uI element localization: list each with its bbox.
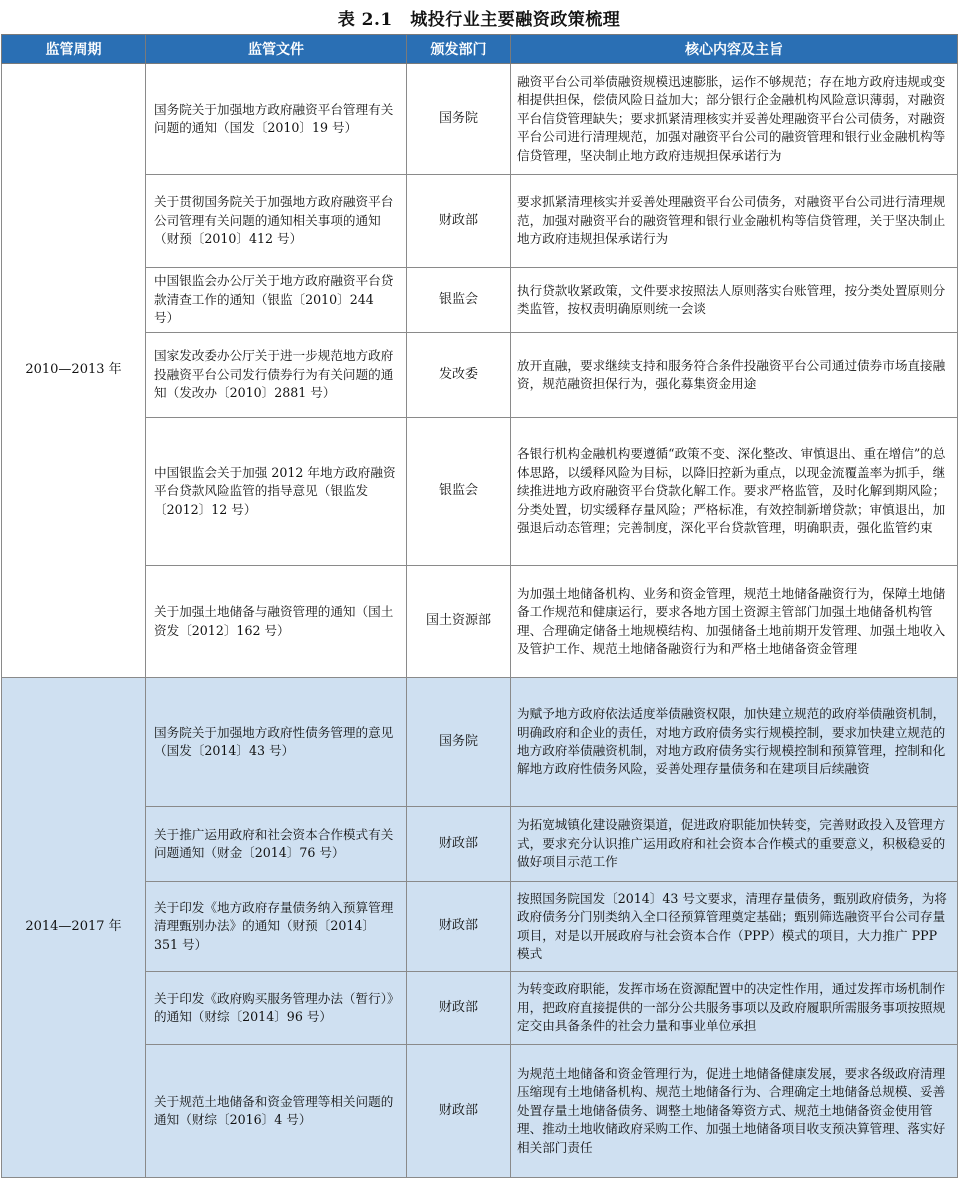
- document-cell: 关于规范土地储备和资金管理等相关问题的通知（财综〔2016〕4 号）: [146, 1045, 407, 1178]
- content-cell: 为转变政府职能，发挥市场在资源配置中的决定性作用，通过发挥市场机制作用，把政府直接提供的一部分公共服务事项以及政府履职所需服务事项按照规定交由具备条件的社会力量和事业单位承担: [511, 972, 958, 1045]
- table-title: 表 2.1 城投行业主要融资政策梳理: [337, 9, 621, 30]
- department-cell: 财政部: [407, 807, 511, 882]
- header-period: 监管周期: [2, 35, 146, 64]
- table-row: [2, 972, 958, 1045]
- table-row: [2, 333, 958, 418]
- document-cell: 中国银监会关于加强 2012 年地方政府融资平台贷款风险监管的指导意见（银监发〔2012〕12 号）: [146, 418, 407, 566]
- period-cell: 2014—2017 年: [2, 678, 146, 1178]
- content-cell: 按照国务院国发〔2014〕43 号文要求，清理存量债务，甄别政府债务，为将政府债务分门别类纳入全口径预算管理奠定基础；甄别筛选融资平台公司存量项目，对是以开展政府与社会资本合作（PPP）模式的项目，大力推广 PPP 模式: [511, 882, 958, 972]
- department-cell: 发改委: [407, 333, 511, 418]
- table-row: [2, 64, 958, 175]
- period-group-2010-2013: [2, 64, 958, 678]
- content-cell: 为规范土地储备和资金管理行为，促进土地储备健康发展，要求各级政府清理压缩现有土地储备机构、规范土地储备行为、合理确定土地储备总规模、妥善处置存量土地储备债务、调整土地储备筹资方式、规范土地储备资金使用管理、推动土地收储政府采购工作、加强土地储备项目收支预决算管理、落实好相关部门责任: [511, 1045, 958, 1178]
- department-cell: 财政部: [407, 1045, 511, 1178]
- department-cell: 银监会: [407, 418, 511, 566]
- table-row: [2, 268, 958, 333]
- content-cell: 为加强土地储备机构、业务和资金管理，规范土地储备融资行为，保障土地储备工作规范和健康运行，要求各地方国土资源主管部门加强土地储备机构管理、合理确定储备土地规模结构、加强储备土地前期开发管理、加强土地收入及管护工作、规范土地储备融资行为和严格土地储备资金管理: [511, 566, 958, 678]
- period-group-2014-2017: [2, 678, 958, 1178]
- document-cell: 国家发改委办公厅关于进一步规范地方政府投融资平台公司发行债券行为有关问题的通知（发改办〔2010〕2881 号）: [146, 333, 407, 418]
- department-cell: 财政部: [407, 175, 511, 268]
- department-cell: 银监会: [407, 268, 511, 333]
- content-cell: 放开直融，要求继续支持和服务符合条件投融资平台公司通过债券市场直接融资，规范融资担保行为，强化募集资金用途: [511, 333, 958, 418]
- document-cell: 国务院关于加强地方政府融资平台管理有关问题的通知（国发〔2010〕19 号）: [146, 64, 407, 175]
- department-cell: 国土资源部: [407, 566, 511, 678]
- department-cell: 国务院: [407, 64, 511, 175]
- content-cell: 各银行机构金融机构要遵循“政策不变、深化整改、审慎退出、重在增信”的总体思路，以缓释风险为目标，以降旧控新为重点，以现金流覆盖率为抓手，继续推进地方政府融资平台贷款化解工作。要求严格监管，及时化解到期风险；分类处置，切实缓释存量风险；严格标准，有效控制新增贷款；审慎退出，加强退后动态管理；完善制度，深化平台贷款管理，明确职责，强化监管约束: [511, 418, 958, 566]
- table-row: [2, 807, 958, 882]
- content-cell: 融资平台公司举债融资规模迅速膨胀，运作不够规范；存在地方政府违规或变相提供担保，偿债风险日益加大；部分银行企金融机构风险意识薄弱，对融资平台信贷管理缺失；要求抓紧清理核实并妥善处理融资平台公司债务，对融资平台公司进行清理规范，加强对融资平台公司的融资管理和银行业金融机构等信贷管理，坚决制止地方政府违规担保承诺行为: [511, 64, 958, 175]
- header-row: [2, 35, 958, 64]
- table-row: [2, 175, 958, 268]
- document-cell: 关于贯彻国务院关于加强地方政府融资平台公司管理有关问题的通知相关事项的通知（财预〔2010〕412 号）: [146, 175, 407, 268]
- table-row: [2, 566, 958, 678]
- content-cell: 为赋予地方政府依法适度举债融资权限，加快建立规范的政府举债融资机制，明确政府和企业的责任，对地方政府债务实行规模控制，要求加快建立规范的地方政府举债融资机制，对地方政府债务实行规模控制和预算管理，控制和化解地方政府性债务风险，妥善处理存量债务和在建项目后续融资: [511, 678, 958, 807]
- table-row: [2, 882, 958, 972]
- period-cell: 2010—2013 年: [2, 64, 146, 678]
- content-cell: 执行贷款收紧政策，文件要求按照法人原则落实台账管理，按分类处置原则分类监管，按权责明确原则统一会谈: [511, 268, 958, 333]
- document-cell: 中国银监会办公厅关于地方政府融资平台贷款清查工作的通知（银监〔2010〕244 号）: [146, 268, 407, 333]
- table-row: [2, 678, 958, 807]
- department-cell: 国务院: [407, 678, 511, 807]
- header-document: 监管文件: [146, 35, 407, 64]
- document-cell: 国务院关于加强地方政府性债务管理的意见（国发〔2014〕43 号）: [146, 678, 407, 807]
- document-cell: 关于印发《地方政府存量债务纳入预算管理清理甄别办法》的通知（财预〔2014〕351 号）: [146, 882, 407, 972]
- table-row: [2, 1045, 958, 1178]
- content-cell: 为拓宽城镇化建设融资渠道，促进政府职能加快转变，完善财政投入及管理方式，要求充分认识推广运用政府和社会资本合作模式的重要意义，积极稳妥的做好项目示范工作: [511, 807, 958, 882]
- document-cell: 关于推广运用政府和社会资本合作模式有关问题通知（财金〔2014〕76 号）: [146, 807, 407, 882]
- document-cell: 关于加强土地储备与融资管理的通知（国土资发〔2012〕162 号）: [146, 566, 407, 678]
- header-content: 核心内容及主旨: [511, 35, 958, 64]
- policy-table: [1, 34, 958, 1178]
- document-cell: 关于印发《政府购买服务管理办法（暂行）》的通知（财综〔2014〕96 号）: [146, 972, 407, 1045]
- table-row: [2, 418, 958, 566]
- department-cell: 财政部: [407, 972, 511, 1045]
- content-cell: 要求抓紧清理核实并妥善处理融资平台公司债务，对融资平台公司进行清理规范，加强对融资平台的融资管理和银行业金融机构等信贷管理，关于坚决制止地方政府违规担保承诺行为: [511, 175, 958, 268]
- department-cell: 财政部: [407, 882, 511, 972]
- header-department: 颁发部门: [407, 35, 511, 64]
